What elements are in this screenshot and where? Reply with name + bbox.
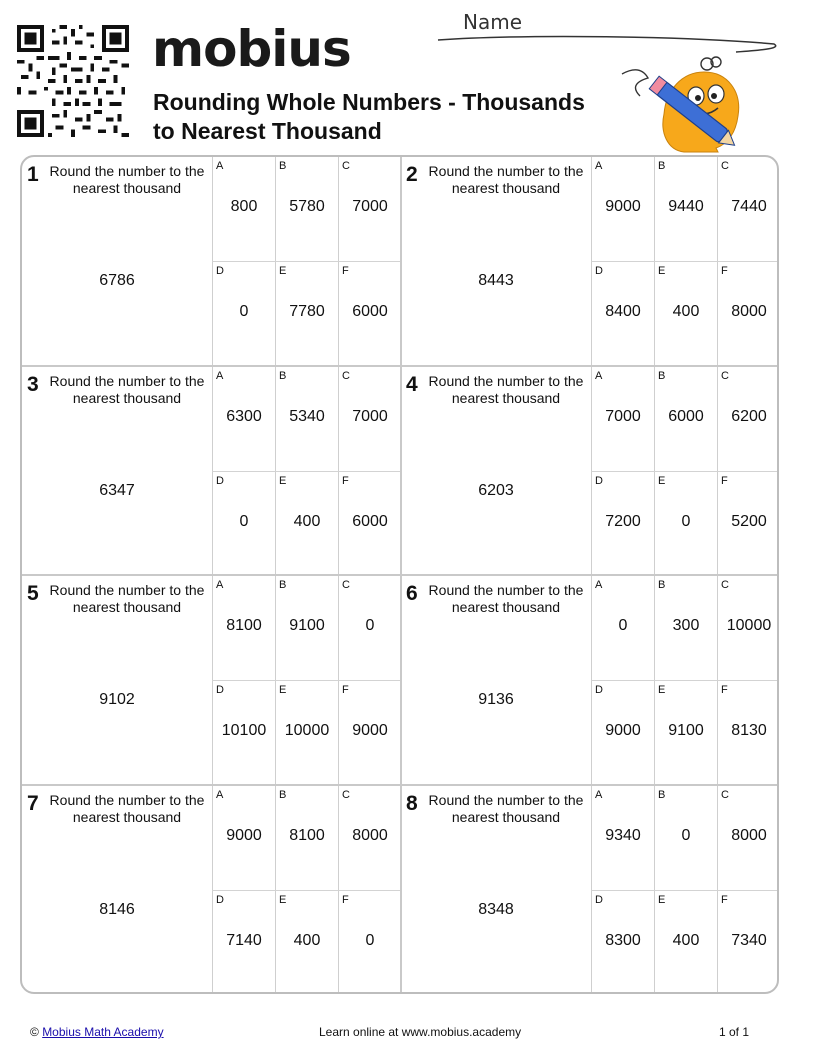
option-letter: A — [595, 579, 603, 591]
option-row-divider — [591, 890, 779, 891]
option-value: 8100 — [289, 827, 325, 844]
option-value: 300 — [672, 617, 700, 634]
option-value: 0 — [618, 617, 628, 634]
option-letter: B — [279, 160, 287, 172]
row-divider — [22, 365, 779, 367]
answer-option-b[interactable] — [654, 786, 717, 890]
problem-grid — [20, 155, 779, 994]
answer-option-e[interactable] — [654, 472, 717, 576]
answer-option-c[interactable] — [338, 786, 401, 890]
option-value: 10000 — [284, 722, 330, 739]
option-letter: D — [595, 475, 603, 487]
problem-number: 8 — [406, 792, 418, 815]
footer-learn-online: Learn online at www.mobius.academy — [319, 1025, 522, 1039]
option-row-divider — [212, 680, 401, 681]
option-letter: D — [216, 684, 224, 696]
option-value: 9100 — [668, 722, 704, 739]
option-value: 8400 — [605, 303, 641, 320]
option-value: 400 — [672, 303, 700, 320]
answer-option-a[interactable] — [591, 576, 654, 680]
option-value: 400 — [293, 513, 321, 530]
option-value: 0 — [365, 932, 375, 949]
question-area — [22, 576, 212, 785]
option-letter: F — [342, 475, 349, 487]
option-row-divider — [591, 471, 779, 472]
option-letter: F — [342, 894, 349, 906]
answer-option-d[interactable] — [591, 681, 654, 785]
footer-copyright — [30, 1025, 164, 1039]
answer-option-f[interactable] — [338, 681, 401, 785]
option-letter: D — [216, 475, 224, 487]
option-letter: A — [595, 789, 603, 801]
row-divider — [22, 784, 779, 786]
answer-option-a[interactable] — [591, 157, 654, 261]
answer-option-e[interactable] — [275, 472, 338, 576]
answer-option-e[interactable] — [275, 262, 338, 366]
option-value: 0 — [681, 827, 691, 844]
option-letter: A — [216, 789, 224, 801]
answer-option-d[interactable] — [591, 472, 654, 576]
option-letter: D — [216, 265, 224, 277]
problem-7 — [22, 786, 401, 994]
answer-option-c[interactable] — [717, 786, 779, 890]
copyright-symbol: © — [30, 1025, 39, 1039]
answer-option-d[interactable] — [212, 681, 275, 785]
answer-option-b[interactable] — [654, 576, 717, 680]
option-letter: F — [342, 684, 349, 696]
option-value: 400 — [672, 932, 700, 949]
answer-option-a[interactable] — [212, 786, 275, 890]
answer-option-f[interactable] — [338, 472, 401, 576]
option-value: 0 — [365, 617, 375, 634]
option-value: 7200 — [605, 513, 641, 530]
option-row-divider — [212, 261, 401, 262]
answer-option-e[interactable] — [275, 681, 338, 785]
problem-number: 5 — [27, 582, 39, 605]
option-letter: A — [216, 579, 224, 591]
given-number: 8146 — [99, 901, 135, 918]
option-letter: C — [721, 370, 729, 382]
option-value: 7000 — [352, 198, 388, 215]
answer-option-b[interactable] — [275, 576, 338, 680]
answer-option-f[interactable] — [717, 681, 779, 785]
option-value: 8130 — [731, 722, 767, 739]
option-letter: B — [658, 789, 666, 801]
question-area — [401, 786, 591, 994]
option-value: 7440 — [731, 198, 767, 215]
answer-option-f[interactable] — [338, 891, 401, 994]
answer-option-d[interactable] — [591, 262, 654, 366]
problem-prompt: Round the number to the nearest thousand — [428, 582, 584, 615]
option-letter: A — [216, 160, 224, 172]
given-number: 8443 — [478, 272, 514, 289]
option-value: 9100 — [289, 617, 325, 634]
answer-option-c[interactable] — [717, 576, 779, 680]
option-letter: F — [342, 265, 349, 277]
row-divider — [22, 574, 779, 576]
option-letter: C — [342, 370, 350, 382]
option-letter: E — [658, 265, 666, 277]
given-number: 8348 — [478, 901, 514, 918]
option-value: 9440 — [668, 198, 704, 215]
answer-option-a[interactable] — [591, 786, 654, 890]
answer-option-d[interactable] — [591, 891, 654, 994]
option-value: 9000 — [605, 198, 641, 215]
option-value: 9340 — [605, 827, 641, 844]
option-value: 8100 — [226, 617, 262, 634]
problem-2 — [401, 157, 779, 366]
option-value: 0 — [681, 513, 691, 530]
worksheet-title — [153, 88, 653, 146]
problem-8 — [401, 786, 779, 994]
answer-option-d[interactable] — [212, 891, 275, 994]
problem-prompt: Round the number to the nearest thousand — [428, 792, 584, 825]
academy-link[interactable]: Mobius Math Academy — [42, 1025, 164, 1039]
option-letter: B — [279, 789, 287, 801]
answer-option-a[interactable] — [212, 576, 275, 680]
answer-option-f[interactable] — [717, 891, 779, 994]
question-area — [401, 367, 591, 576]
problem-prompt: Round the number to the nearest thousand — [428, 163, 584, 196]
answer-option-d[interactable] — [212, 262, 275, 366]
footer-page-count: 1 of 1 — [719, 1025, 750, 1039]
option-row-divider — [591, 680, 779, 681]
option-row-divider — [591, 261, 779, 262]
option-letter: A — [595, 370, 603, 382]
option-value: 6000 — [668, 408, 704, 425]
option-letter: A — [595, 160, 603, 172]
option-value: 7000 — [605, 408, 641, 425]
given-number: 6347 — [99, 482, 135, 499]
option-letter: C — [342, 579, 350, 591]
title-line-2: to Nearest Thousand — [153, 118, 382, 144]
option-letter: B — [279, 370, 287, 382]
answer-option-b[interactable] — [275, 786, 338, 890]
option-value: 0 — [239, 303, 249, 320]
problem-number: 2 — [406, 163, 418, 186]
answer-option-e[interactable] — [654, 681, 717, 785]
option-letter: F — [721, 475, 728, 487]
title-line-1: Rounding Whole Numbers - Thousands — [153, 89, 585, 115]
given-number: 6203 — [478, 482, 514, 499]
answer-option-b[interactable] — [654, 157, 717, 261]
option-letter: E — [658, 684, 666, 696]
option-value: 6000 — [352, 513, 388, 530]
answer-option-f[interactable] — [717, 472, 779, 576]
option-value: 800 — [230, 198, 258, 215]
option-letter: F — [721, 684, 728, 696]
option-value: 7780 — [289, 303, 325, 320]
problem-prompt: Round the number to the nearest thousand — [49, 373, 205, 406]
logo-text: mobius — [152, 20, 351, 78]
answer-option-f[interactable] — [338, 262, 401, 366]
answer-option-c[interactable] — [717, 157, 779, 261]
option-value: 5200 — [731, 513, 767, 530]
question-area — [22, 367, 212, 576]
option-value: 7000 — [352, 408, 388, 425]
problem-number: 4 — [406, 373, 418, 396]
answer-option-d[interactable] — [212, 472, 275, 576]
answer-option-a[interactable] — [212, 157, 275, 261]
option-value: 7140 — [226, 932, 262, 949]
option-value: 10100 — [221, 722, 267, 739]
option-value: 6300 — [226, 408, 262, 425]
option-value: 9000 — [352, 722, 388, 739]
answer-option-c[interactable] — [717, 367, 779, 471]
option-letter: B — [279, 579, 287, 591]
problem-prompt: Round the number to the nearest thousand — [49, 163, 205, 196]
problem-number: 3 — [27, 373, 39, 396]
problem-number: 6 — [406, 582, 418, 605]
problem-5 — [22, 576, 401, 785]
option-value: 5340 — [289, 408, 325, 425]
name-label: Name — [463, 10, 523, 34]
option-letter: D — [216, 894, 224, 906]
option-letter: C — [721, 579, 729, 591]
option-value: 6200 — [731, 408, 767, 425]
mobius-logo — [152, 20, 351, 78]
option-letter: E — [279, 684, 287, 696]
answer-option-c[interactable] — [338, 367, 401, 471]
answer-option-e[interactable] — [654, 891, 717, 994]
answer-option-b[interactable] — [654, 367, 717, 471]
answer-option-a[interactable] — [212, 367, 275, 471]
answer-option-e[interactable] — [654, 262, 717, 366]
option-letter: C — [721, 789, 729, 801]
option-value: 8000 — [731, 303, 767, 320]
question-area — [401, 576, 591, 785]
problem-prompt: Round the number to the nearest thousand — [428, 373, 584, 406]
question-area — [22, 157, 212, 366]
given-number: 9102 — [99, 691, 135, 708]
answer-option-c[interactable] — [338, 576, 401, 680]
option-letter: E — [279, 475, 287, 487]
option-letter: C — [721, 160, 729, 172]
problem-1 — [22, 157, 401, 366]
option-letter: B — [658, 579, 666, 591]
option-row-divider — [212, 471, 401, 472]
option-value: 6000 — [352, 303, 388, 320]
answer-option-b[interactable] — [275, 157, 338, 261]
option-letter: F — [721, 265, 728, 277]
option-value: 8300 — [605, 932, 641, 949]
option-value: 10000 — [726, 617, 772, 634]
option-row-divider — [212, 890, 401, 891]
option-value: 8000 — [731, 827, 767, 844]
option-letter: B — [658, 370, 666, 382]
problem-number: 1 — [27, 163, 39, 186]
problem-6 — [401, 576, 779, 785]
problem-number: 7 — [27, 792, 39, 815]
option-letter: D — [595, 684, 603, 696]
option-letter: B — [658, 160, 666, 172]
option-value: 5780 — [289, 198, 325, 215]
option-letter: D — [595, 265, 603, 277]
option-letter: E — [658, 475, 666, 487]
given-number: 6786 — [99, 272, 135, 289]
option-letter: D — [595, 894, 603, 906]
problem-3 — [22, 367, 401, 576]
answer-option-c[interactable] — [338, 157, 401, 261]
option-value: 8000 — [352, 827, 388, 844]
mascot-pencil-character-icon — [612, 52, 762, 156]
problem-prompt: Round the number to the nearest thousand — [49, 582, 205, 615]
qr-code — [17, 25, 129, 137]
option-value: 9000 — [605, 722, 641, 739]
option-letter: C — [342, 789, 350, 801]
problem-4 — [401, 367, 779, 576]
option-value: 0 — [239, 513, 249, 530]
option-value: 9000 — [226, 827, 262, 844]
option-letter: A — [216, 370, 224, 382]
given-number: 9136 — [478, 691, 514, 708]
option-letter: E — [279, 894, 287, 906]
option-value: 7340 — [731, 932, 767, 949]
option-letter: E — [279, 265, 287, 277]
question-area — [22, 786, 212, 994]
answer-option-f[interactable] — [717, 262, 779, 366]
answer-option-b[interactable] — [275, 367, 338, 471]
option-letter: F — [721, 894, 728, 906]
question-area — [401, 157, 591, 366]
problem-prompt: Round the number to the nearest thousand — [49, 792, 205, 825]
answer-option-e[interactable] — [275, 891, 338, 994]
option-letter: C — [342, 160, 350, 172]
answer-option-a[interactable] — [591, 367, 654, 471]
option-letter: E — [658, 894, 666, 906]
option-value: 400 — [293, 932, 321, 949]
